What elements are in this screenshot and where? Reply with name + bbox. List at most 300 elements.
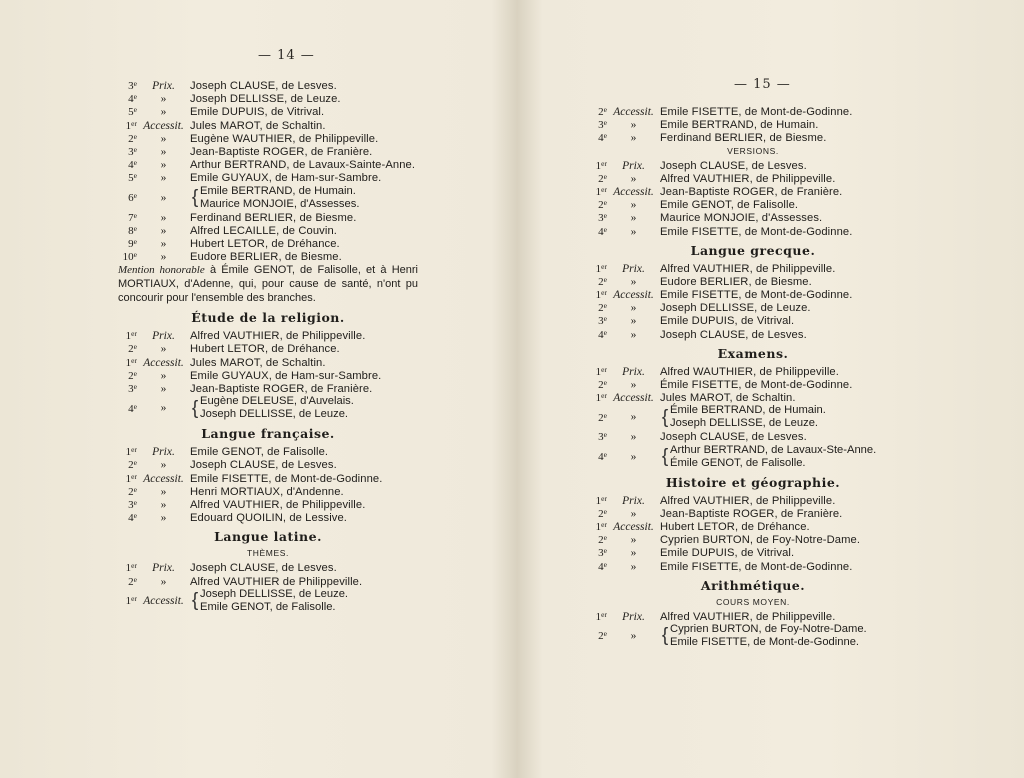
award-row <box>588 275 918 288</box>
tied-names <box>670 404 826 430</box>
award-row <box>588 533 918 546</box>
award-rank <box>588 546 607 559</box>
award-rank <box>588 159 607 172</box>
student-name: Joseph CLAUSE, de Lesves. <box>660 328 807 341</box>
award-rank <box>118 171 137 184</box>
rank-suffix: e <box>603 430 607 440</box>
award-row-tied <box>588 444 918 470</box>
award-row <box>588 546 918 559</box>
award-rank <box>588 198 607 211</box>
award-rank <box>118 191 137 204</box>
award-prize: Prix. <box>152 80 175 92</box>
student-name: Cyprien BURTON, de Foy-Notre-Dame. <box>660 534 861 547</box>
rank-number: 4 <box>128 93 134 106</box>
student-name: Emile DUPUIS, de Vitrival. <box>660 315 795 328</box>
rank-suffix: e <box>133 342 137 352</box>
student-name: Hubert LETOR, de Dréhance. <box>190 237 340 250</box>
rank-number: 4 <box>598 560 604 573</box>
rank-number: 3 <box>598 119 604 132</box>
brace-mark: { <box>661 446 669 468</box>
award-prize: Prix. <box>152 330 175 343</box>
student-name: Jules MAROT, de Schaltin. <box>190 356 326 369</box>
award-row <box>588 159 918 172</box>
award-row-tied <box>118 395 418 421</box>
award-row <box>118 485 418 498</box>
award-prize: Accessit. <box>143 472 184 485</box>
award-rank <box>118 79 137 92</box>
student-name: Emile BERTRAND, de Humain. <box>200 184 356 197</box>
rank-suffix: er <box>131 594 137 604</box>
rank-suffix: er <box>601 609 607 619</box>
award-rank <box>118 237 137 250</box>
rank-suffix: e <box>133 250 137 260</box>
award-rank <box>588 131 607 144</box>
award-prize: » <box>630 275 637 288</box>
rank-number: 5 <box>128 172 134 185</box>
rank-suffix: e <box>603 314 607 324</box>
tied-names <box>200 395 354 421</box>
student-name: Cyprien BURTON, de Foy-Notre-Dame. <box>670 622 867 635</box>
award-prize: » <box>160 575 167 588</box>
rank-suffix: e <box>603 450 607 460</box>
rank-suffix: e <box>603 198 607 208</box>
rank-suffix: er <box>131 118 137 128</box>
rank-number: 2 <box>598 534 604 547</box>
award-prize: » <box>160 224 167 237</box>
award-prize: » <box>630 302 637 315</box>
student-name: Joseph DELLISSE, de Leuze. <box>200 408 349 421</box>
award-row <box>118 369 418 382</box>
rank-suffix: e <box>603 171 607 181</box>
award-row <box>118 250 418 263</box>
award-prize: » <box>630 629 637 642</box>
rank-suffix: e <box>603 327 607 337</box>
rank-suffix: er <box>601 493 607 503</box>
award-row <box>588 507 918 520</box>
award-row <box>118 458 418 471</box>
award-prize: Accessit. <box>143 594 184 607</box>
rank-number: 4 <box>598 451 604 464</box>
rank-suffix: e <box>133 158 137 168</box>
student-name: Emile GUYAUX, de Ham-sur-Sambre. <box>190 172 382 185</box>
student-name: Emile FISETTE, de Mont-de-Godinne. <box>660 225 853 238</box>
rank-suffix: er <box>601 364 607 374</box>
award-row-tied <box>118 185 418 211</box>
section-title: Langue grecque. <box>690 242 816 258</box>
rank-number: 2 <box>598 172 604 185</box>
award-prize: » <box>630 411 637 424</box>
rank-suffix: e <box>133 79 137 88</box>
mention-text: à Émile GENOT, de Falisolle, et à Henri MORTIAUX, d'Adenne, qui, pour cause de santé, n'ont pu concourir pour l'ensemble des branches. <box>118 264 418 305</box>
student-name: Edouard QUOILIN, de Lessive. <box>190 512 348 525</box>
student-name: Emile FISETTE, de Mont-de-Godinne. <box>660 560 853 573</box>
award-rank <box>588 494 607 507</box>
award-row <box>588 560 918 573</box>
award-rank <box>118 498 137 511</box>
award-prize: » <box>630 225 637 238</box>
award-rank <box>118 132 137 145</box>
rank-number: 1 <box>595 520 602 533</box>
student-name: Alfred VAUTHIER, de Philippeville. <box>660 172 836 185</box>
award-prize: » <box>630 507 637 520</box>
student-name: Arthur BERTRAND, de Lavaux-Sainte-Anne. <box>190 159 416 172</box>
rank-suffix: er <box>131 329 137 339</box>
rank-suffix: e <box>603 559 607 569</box>
award-row <box>118 472 418 485</box>
rank-number: 1 <box>595 262 602 275</box>
award-prize: » <box>160 512 167 525</box>
brace-mark: { <box>661 625 669 647</box>
rank-number: 4 <box>128 512 134 525</box>
award-prize: Accessit. <box>143 356 184 369</box>
award-prize: Prix. <box>622 365 645 378</box>
award-rank <box>118 211 137 224</box>
award-row <box>588 365 918 378</box>
award-row <box>588 288 918 301</box>
student-name: Alfred VAUTHIER, de Philippeville. <box>660 262 836 275</box>
award-row <box>588 378 918 391</box>
student-name: Jean-Baptiste ROGER, de Franière. <box>660 185 843 198</box>
rank-suffix: e <box>603 533 607 543</box>
section-subtitle: THÈMES. <box>247 548 289 559</box>
student-name: Jules MAROT, de Schaltin. <box>190 119 326 132</box>
rank-suffix: er <box>601 391 607 401</box>
student-name: Émile GENOT, de Falisolle. <box>670 456 806 469</box>
award-rank <box>118 382 137 395</box>
rank-suffix: e <box>133 401 137 411</box>
rank-suffix: e <box>133 223 137 233</box>
award-prize: » <box>160 485 167 498</box>
student-name: Joseph DELLISSE, de Leuze. <box>190 93 341 106</box>
award-row <box>118 575 418 588</box>
award-row <box>588 211 918 224</box>
student-name: Alfred VAUTHIER, de Philippeville. <box>660 610 836 623</box>
award-row <box>118 561 418 574</box>
award-prize: » <box>630 450 637 463</box>
rank-number: 4 <box>598 225 604 238</box>
student-name: Joseph CLAUSE, de Lesves. <box>660 159 807 172</box>
rank-number: 1 <box>595 392 602 405</box>
student-name: Jean-Baptiste ROGER, de Franière. <box>190 383 373 395</box>
rank-number: 1 <box>125 595 132 608</box>
right-page <box>516 0 1024 778</box>
award-prize: » <box>160 498 167 511</box>
award-rank <box>588 610 607 623</box>
award-prize: » <box>630 212 637 225</box>
award-prize: Prix. <box>622 159 645 172</box>
rank-suffix: e <box>133 131 137 141</box>
award-prize: » <box>160 402 167 415</box>
award-prize: Prix. <box>622 610 645 623</box>
rank-suffix: e <box>133 382 137 391</box>
brace-mark: { <box>191 590 199 612</box>
student-name: Maurice MONJOIE, d'Assesses. <box>200 197 360 210</box>
section-title: Langue française. <box>201 426 335 442</box>
student-name: Jean-Baptiste ROGER, de Franière. <box>660 507 843 520</box>
section-title: Examens. <box>717 345 789 361</box>
award-rank <box>118 329 137 342</box>
award-rank <box>588 520 607 533</box>
rank-number: 3 <box>128 145 134 158</box>
section-title: Étude de la religion. <box>191 310 345 326</box>
student-name: Joseph DELLISSE, de Leuze. <box>200 587 349 600</box>
award-row <box>588 185 918 198</box>
award-prize: » <box>160 132 167 145</box>
student-name: Emile FISETTE, de Mont-de-Godinne. <box>190 472 383 485</box>
award-prize: » <box>160 159 167 172</box>
award-row <box>118 105 418 118</box>
student-name: Alfred VAUTHIER, de Philippeville. <box>190 498 366 511</box>
student-name: Émile FISETTE, de Mont-de-Godinne. <box>660 379 853 391</box>
honorable-mention <box>118 263 418 305</box>
award-rank <box>588 301 607 314</box>
award-row <box>118 79 418 92</box>
rank-suffix: e <box>133 144 137 154</box>
rank-number: 1 <box>595 185 602 198</box>
award-prize: » <box>160 106 167 119</box>
rank-number: 8 <box>128 224 134 237</box>
rank-number: 2 <box>598 630 604 643</box>
award-prize: » <box>160 93 167 106</box>
rank-suffix: e <box>133 511 137 521</box>
award-rank <box>118 250 137 263</box>
student-name: Emile FISETTE, de Mont-de-Godinne. <box>660 106 853 118</box>
award-row <box>118 237 418 250</box>
rank-suffix: e <box>603 105 607 114</box>
award-rank <box>588 225 607 238</box>
rank-number: 6 <box>128 192 134 204</box>
award-row <box>118 445 418 458</box>
student-name: Emile GENOT, de Falisolle. <box>200 600 336 613</box>
brace-mark: { <box>191 397 199 419</box>
student-name: Joseph CLAUSE, de Lesves. <box>190 80 337 92</box>
student-name: Henri MORTIAUX, d'Andenne. <box>190 485 344 498</box>
rank-suffix: e <box>133 497 137 507</box>
rank-suffix: e <box>133 458 137 468</box>
award-prize: » <box>160 369 167 382</box>
award-row <box>118 382 418 395</box>
student-name: Joseph CLAUSE, de Lesves. <box>190 562 337 575</box>
rank-suffix: e <box>133 171 137 181</box>
rank-number: 1 <box>595 289 602 302</box>
award-row <box>118 211 418 224</box>
award-rank <box>118 445 137 458</box>
award-row <box>588 198 918 211</box>
student-name: Emile FISETTE, de Mont-de-Godinne. <box>660 289 853 302</box>
award-rank <box>118 224 137 237</box>
rank-number: 5 <box>128 106 134 119</box>
rank-suffix: e <box>603 410 607 420</box>
award-prize: » <box>630 172 637 185</box>
award-rank <box>588 378 607 391</box>
student-name: Émile BERTRAND, de Humain. <box>670 404 826 417</box>
award-prize: » <box>630 199 637 212</box>
award-rank <box>588 118 607 131</box>
award-rank <box>588 450 607 463</box>
award-prize: » <box>630 534 637 547</box>
rank-number: 1 <box>125 356 132 369</box>
award-prize: Accessit. <box>613 520 654 533</box>
rank-number: 4 <box>598 132 604 145</box>
rank-number: 3 <box>598 315 604 328</box>
rank-number: 3 <box>128 383 134 395</box>
award-prize: » <box>160 145 167 158</box>
award-prize: » <box>630 315 637 328</box>
rank-number: 1 <box>595 365 602 378</box>
award-prize: » <box>630 431 637 444</box>
rank-number: 2 <box>128 485 134 498</box>
award-row <box>118 158 418 171</box>
award-rank <box>588 275 607 288</box>
student-name: Alfred VAUTHIER, de Philippeville. <box>190 330 366 343</box>
student-name: Hubert LETOR, de Dréhance. <box>660 520 810 533</box>
student-name: Alfred WAUTHIER, de Philippeville. <box>660 365 839 378</box>
award-row <box>588 301 918 314</box>
rank-number: 2 <box>598 199 604 212</box>
section-subtitle: COURS MOYEN. <box>716 596 790 607</box>
award-row <box>588 314 918 327</box>
award-row <box>118 356 418 369</box>
rank-number: 2 <box>598 302 604 315</box>
award-row-tied <box>588 404 918 430</box>
award-prize: Accessit. <box>613 392 654 405</box>
student-name: Alfred LECAILLE, de Couvin. <box>190 224 337 237</box>
left-page <box>0 0 510 778</box>
award-row <box>588 494 918 507</box>
award-prize: » <box>160 237 167 250</box>
award-row <box>588 262 918 275</box>
award-row <box>588 610 918 623</box>
award-row <box>588 172 918 185</box>
award-row <box>588 131 918 144</box>
award-rank <box>588 105 607 118</box>
award-row <box>588 391 918 404</box>
section-subtitle: VERSIONS. <box>727 145 779 156</box>
rank-number: 10 <box>122 251 134 264</box>
rank-suffix: er <box>131 471 137 481</box>
award-prize: » <box>160 459 167 472</box>
brace-mark: { <box>661 406 669 428</box>
rank-suffix: er <box>601 184 607 194</box>
rank-number: 1 <box>595 159 602 172</box>
award-row <box>118 145 418 158</box>
award-row <box>588 225 918 238</box>
page-number: — 15 — <box>734 77 791 92</box>
rank-number: 2 <box>128 459 134 472</box>
rank-number: 1 <box>125 562 132 575</box>
student-name: Emile BERTRAND, de Humain. <box>660 119 819 132</box>
award-row <box>118 498 418 511</box>
section-title: Histoire et géographie. <box>665 474 841 490</box>
award-prize: » <box>160 383 167 395</box>
section-title: Arithmétique. <box>700 577 806 593</box>
award-row <box>118 132 418 145</box>
student-name: Joseph CLAUSE, de Lesves. <box>190 459 337 472</box>
award-prize: » <box>630 119 637 132</box>
award-prize: » <box>160 172 167 185</box>
award-prize: » <box>630 560 637 573</box>
rank-number: 1 <box>125 446 132 459</box>
student-name: Joseph DELLISSE, de Leuze. <box>670 417 819 430</box>
rank-suffix: e <box>133 210 137 220</box>
rank-suffix: e <box>133 92 137 102</box>
award-prize: » <box>160 211 167 224</box>
rank-suffix: er <box>131 561 137 571</box>
student-name: Joseph CLAUSE, de Lesves. <box>660 431 807 444</box>
rank-suffix: er <box>131 445 137 455</box>
award-prize: Accessit. <box>613 289 654 302</box>
award-row <box>118 171 418 184</box>
award-rank <box>588 288 607 301</box>
rank-suffix: er <box>601 288 607 298</box>
award-rank <box>118 458 137 471</box>
rank-number: 1 <box>125 330 132 343</box>
student-name: Eudore BERLIER, de Biesme. <box>190 251 342 264</box>
student-name: Eugène DELEUSE, d'Auvelais. <box>200 395 354 408</box>
award-prize: Accessit. <box>613 106 654 118</box>
rank-number: 1 <box>595 494 602 507</box>
award-rank <box>118 511 137 524</box>
award-rank <box>588 365 607 378</box>
student-name: Alfred VAUTHIER, de Philippeville. <box>660 494 836 507</box>
rank-suffix: e <box>133 236 137 246</box>
rank-number: 2 <box>598 507 604 520</box>
award-prize: » <box>630 328 637 341</box>
award-rank <box>588 211 607 224</box>
student-name: Eudore BERLIER, de Biesme. <box>660 275 812 288</box>
award-rank <box>118 575 137 588</box>
rank-number: 3 <box>598 212 604 225</box>
rank-suffix: e <box>603 211 607 221</box>
award-row <box>118 224 418 237</box>
student-name: Hubert LETOR, de Dréhance. <box>190 343 340 356</box>
award-rank <box>118 92 137 105</box>
student-name: Ferdinand BERLIER, de Biesme. <box>660 132 827 145</box>
award-row <box>588 328 918 341</box>
student-name: Alfred VAUTHIER de Philippeville. <box>190 575 363 588</box>
rank-number: 3 <box>128 80 134 92</box>
award-prize: Accessit. <box>143 119 184 132</box>
rank-suffix: e <box>603 301 607 311</box>
award-row <box>588 105 918 118</box>
rank-number: 2 <box>128 132 134 145</box>
rank-suffix: e <box>603 506 607 516</box>
student-name: Emile FISETTE, de Mont-de-Godinne. <box>670 635 860 648</box>
rank-number: 4 <box>598 328 604 341</box>
award-rank <box>118 402 137 415</box>
award-rank <box>588 507 607 520</box>
award-rank <box>588 430 607 443</box>
award-rank <box>588 411 607 424</box>
award-prize: » <box>160 343 167 356</box>
award-prize: » <box>630 379 637 391</box>
rank-number: 1 <box>125 472 132 485</box>
rank-suffix: e <box>133 574 137 584</box>
right-page-content <box>588 105 918 649</box>
award-rank <box>118 561 137 574</box>
award-rank <box>588 172 607 185</box>
award-prize: » <box>630 132 637 145</box>
student-name: Maurice MONJOIE, d'Assesses. <box>660 212 823 225</box>
student-name: Jean-Baptiste ROGER, de Franière. <box>190 145 373 158</box>
award-rank <box>588 533 607 546</box>
award-prize: Prix. <box>152 446 175 459</box>
award-row <box>588 430 918 443</box>
rank-suffix: e <box>603 546 607 556</box>
student-name: Jules MAROT, de Schaltin. <box>660 392 796 405</box>
award-rank <box>588 391 607 404</box>
student-name: Emile GENOT, de Falisolle. <box>660 199 799 212</box>
